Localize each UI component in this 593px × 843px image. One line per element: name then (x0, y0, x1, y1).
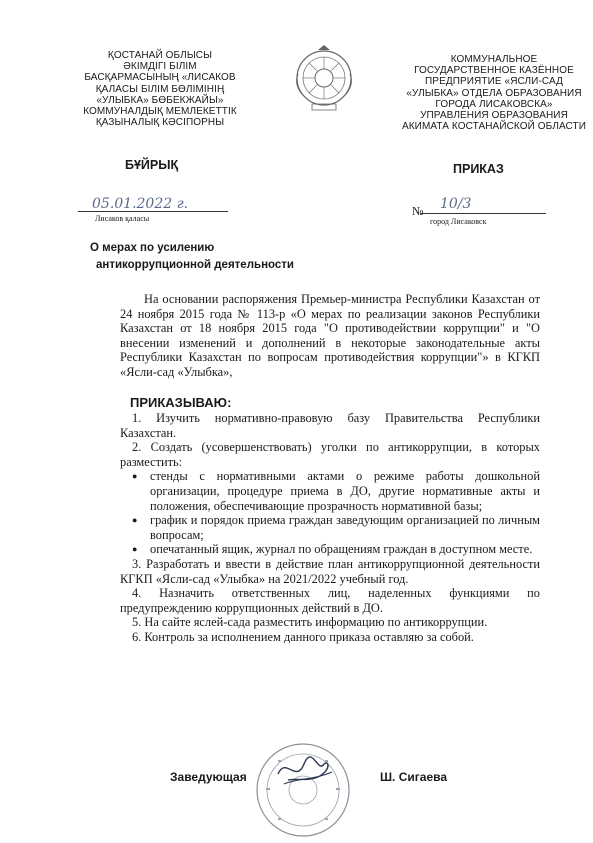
order-subject (90, 240, 294, 274)
order-item-5: 5. На сайте яслей-сада разместить информацию по антикоррупции. (132, 615, 488, 630)
number-underline (420, 213, 546, 214)
header-left-line: ҚАЗЫНАЛЫҚ КӘСІПОРНЫ (95, 117, 225, 129)
order-number: 10/3 (440, 196, 472, 212)
header-left-org (60, 50, 260, 128)
header-left-line: КОММУНАЛДЫҚ МЕМЛЕКЕТТІК (83, 106, 237, 118)
signatory-name: Ш. Сигаева (380, 770, 448, 784)
document-title-ru: ПРИКАЗ (453, 162, 504, 176)
city-ru: город Лисаковск (430, 217, 487, 226)
subject-line: О мерах по усилению (90, 242, 215, 254)
order-item-3: 3. Разработать и ввести в действие план антикоррупционной деятельности КГКП «Ясли-сад «Улыбка» на 2021/2022 учебный год. (120, 556, 540, 586)
official-stamp (248, 734, 358, 838)
date-underline (78, 211, 228, 212)
header-right-org (396, 54, 592, 132)
city-kz: Лисаков қаласы (95, 214, 150, 223)
bullet-list (120, 469, 540, 557)
order-item-2: 2. Создать (усовершенствовать) уголки по антикоррупции, в которых разместить: (120, 440, 540, 469)
order-items (120, 411, 540, 645)
signatory-role: Заведующая (170, 770, 247, 784)
bullet-item: ● опечатанный ящик, журнал по обращениям граждан в доступном месте. (150, 542, 540, 557)
number-label: № (412, 204, 424, 218)
order-word: ПРИКАЗЫВАЮ: (130, 395, 232, 410)
header-right-line: «УЛЫБКА» ОТДЕЛА ОБРАЗОВАНИЯ (406, 87, 582, 99)
header-left-line: БАСҚАРМАСЫНЫҢ «ЛИСАКОВ (84, 72, 236, 84)
header-left-line: ӘКІМДІГІ БІЛІМ (123, 61, 197, 73)
header-right-line: ГОРОДА ЛИСАКОВСКА» (435, 98, 553, 110)
header-right-line: ГОСУДАРСТВЕННОЕ КАЗЁННОЕ (414, 65, 574, 77)
state-emblem-icon (292, 44, 356, 120)
header-right-line: ПРЕДПРИЯТИЕ «ЯСЛИ-САД (425, 76, 563, 88)
intro-paragraph: На основании распоряжения Премьер-министра Республики Казахстан от 24 ноября 2015 года № 113-р «О мерах по реализации законов Республики Казахстан от 18 ноября 2015 года "О противодействии коррупции" и "О внесении изменений и дополнений в некоторые законодательные акты Республики Казахстан по вопросам противодействия коррупции"» в КГКП «Ясли-сад «Улыбка», (120, 292, 540, 379)
order-item-1: 1. Изучить нормативно-правовую базу Правительства Республики Казахстан. (120, 411, 540, 440)
subject-line: антикоррупционной деятельности (96, 259, 294, 271)
header-left-line: ҚАЛАСЫ БІЛІМ БӨЛІМІНІҢ (95, 83, 225, 95)
header-right-line: УПРАВЛЕНИЯ ОБРАЗОВАНИЯ (420, 110, 568, 122)
document-title-kz: БҰЙРЫҚ (125, 158, 179, 172)
header-right-line: АКИМАТА КОСТАНАЙСКОЙ ОБЛАСТИ (401, 121, 587, 133)
order-item-4: 4. Назначить ответственных лиц, наделенных функциями по предупреждению коррупционных действий в ДО. (120, 586, 540, 615)
order-date: 05.01.2022 г. (92, 196, 189, 212)
header-left-line: «УЛЫБКА» БӨБЕКЖАЙЫ» (96, 94, 224, 106)
bullet-item: ● график и порядок приема граждан заведующим организацией по личным вопросам; (150, 513, 540, 542)
header-left-line: ҚОСТАНАЙ ОБЛЫСЫ (107, 50, 213, 61)
order-item-6: 6. Контроль за исполнением данного приказа оставляю за собой. (132, 629, 474, 644)
bullet-item: ● стенды с нормативными актами о режиме работы дошкольной организации, процедуре приема в ДО, другие нормативные акты и положения, обеспечивающие прозрачность нормативной базы; (150, 469, 540, 513)
header-right-line: КОММУНАЛЬНОЕ (450, 54, 538, 65)
